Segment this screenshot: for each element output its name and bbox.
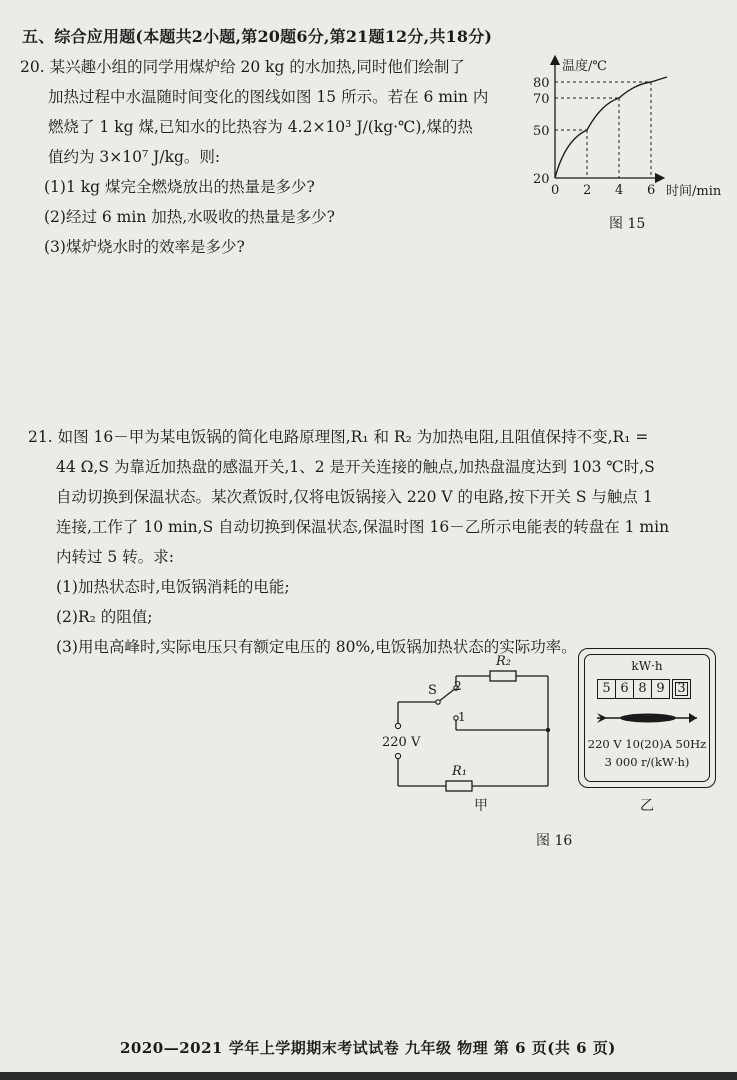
r1-label: R₁ [452, 764, 467, 779]
meter-digit: 5 [597, 679, 616, 699]
q21-line-5: 内转过 5 转。求: [56, 548, 174, 566]
x-axis-label: 时间/min [666, 184, 722, 199]
y-tick-label: 80 [533, 76, 550, 91]
page-bottom-edge [0, 1072, 737, 1080]
meter-digit: 3 [672, 679, 691, 699]
question-21 [28, 422, 669, 662]
question-20 [20, 52, 488, 262]
meter-spec-1: 220 V 10(20)A 50Hz [587, 737, 707, 751]
resistor-r2 [490, 671, 516, 681]
figure-16-caption: 图 16 [536, 833, 573, 849]
q20-line-3: 燃烧了 1 kg 煤,已知水的比热容为 4.2×10³ J/(kg·℃),煤的热 [48, 118, 473, 136]
q21-line-2: 44 Ω,S 为靠近加热盘的感温开关,1、2 是开关连接的触点,加热盘温度达到 103 ℃时,S [56, 458, 655, 476]
switch-label: S [428, 683, 437, 698]
q20-sub-3: (3)煤炉烧水时的效率是多少? [44, 238, 245, 256]
contact-2-label: 2 [454, 679, 462, 693]
chart-guides [555, 82, 651, 178]
circuit-caption: 甲 [474, 798, 488, 814]
q21-line-4: 连接,工作了 10 min,S 自动切换到保温状态,保温时图 16－乙所示电能表的转盘在 1 min [56, 518, 670, 536]
contact-1-label: 1 [458, 710, 466, 724]
section-title: 五、综合应用题(本题共2小题,第20题6分,第21题12分,共18分) [22, 27, 493, 46]
meter-caption: 乙 [640, 798, 654, 814]
q21-sub-3: (3)用电高峰时,实际电压只有额定电压的 80%,电饭锅加热状态的实际功率。 [56, 638, 577, 656]
meter-unit: kW·h [631, 659, 663, 673]
meter-digits [597, 679, 690, 699]
q21-line-1: 21. 如图 16－甲为某电饭锅的简化电路原理图,R₁ 和 R₂ 为加热电阻,且阻值保持不变,R₁ = [28, 428, 649, 446]
r2-label: R₂ [496, 654, 511, 669]
energy-meter [578, 648, 716, 788]
resistor-r1 [446, 781, 472, 791]
chart-ticks [533, 76, 655, 198]
meter-digit: 8 [633, 679, 652, 699]
y-axis-label: 温度/℃ [562, 59, 607, 74]
meter-spec-2: 3 000 r/(kW·h) [604, 755, 690, 769]
meter-digit: 6 [615, 679, 634, 699]
q20-sub-2: (2)经过 6 min 加热,水吸收的热量是多少? [44, 208, 335, 226]
x-tick-label: 2 [583, 183, 592, 198]
page-footer: 2020—2021 学年上学期期末考试试卷 九年级 物理 第 6 页(共 6 页) [120, 1039, 616, 1057]
q20-line-4: 值约为 3×10⁷ J/kg。则: [48, 148, 221, 166]
x-tick-label: 0 [551, 183, 560, 198]
q20-line-1: 20. 某兴趣小组的同学用煤炉给 20 kg 的水加热,同时他们绘制了 [20, 58, 465, 76]
y-tick-label: 70 [533, 92, 550, 107]
y-tick-label: 50 [533, 124, 550, 139]
q21-line-3: 自动切换到保温状态。某次煮饭时,仅将电饭锅接入 220 V 的电路,按下开关 S 与触点 1 [56, 488, 653, 506]
q21-sub-1: (1)加热状态时,电饭锅消耗的电能; [56, 578, 290, 596]
figure-15-caption: 图 15 [609, 216, 646, 232]
q21-sub-2: (2)R₂ 的阻值; [56, 608, 153, 626]
y-tick-label: 20 [533, 172, 550, 187]
temperature-curve [555, 77, 667, 178]
meter-digit: 9 [651, 679, 670, 699]
x-tick-label: 4 [615, 183, 624, 198]
meter-disc-icon [593, 707, 703, 729]
q20-sub-1: (1)1 kg 煤完全燃烧放出的热量是多少? [44, 178, 315, 196]
circuit-diagram [370, 648, 570, 823]
voltage-label: 220 V [382, 735, 421, 750]
x-tick-label: 6 [647, 183, 656, 198]
q20-line-2: 加热过程中水温随时间变化的图线如图 15 所示。若在 6 min 内 [48, 88, 489, 106]
